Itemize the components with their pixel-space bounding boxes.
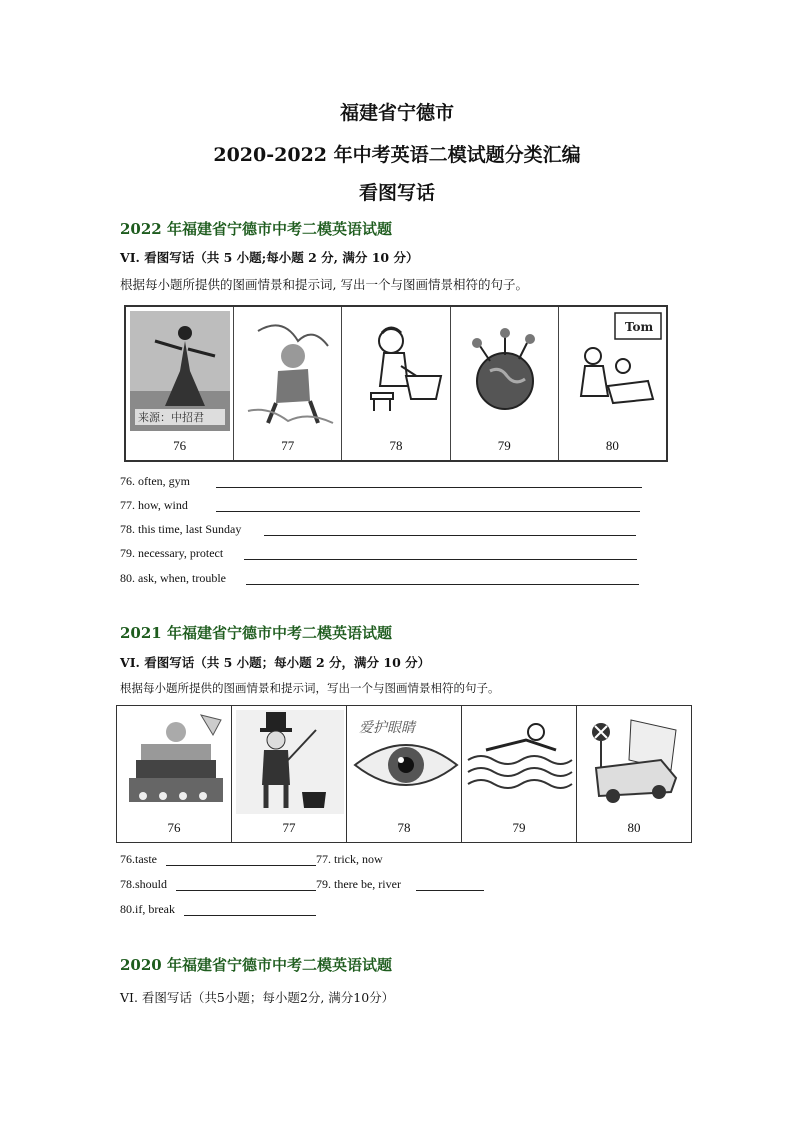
panel-number: 78 — [389, 438, 403, 453]
dancer-illustration — [130, 311, 230, 431]
swimmer-illustration — [466, 710, 574, 814]
picture-panel-78 — [347, 706, 462, 842]
item-80-answer-line[interactable] — [246, 584, 639, 585]
picture-panel-79 — [451, 307, 559, 460]
birthday-cake-illustration — [121, 710, 229, 814]
section-2021-question: VI. 看图写话（共 5 小题；每小题 2 分，满分 10 分） — [120, 655, 431, 670]
picture-strip-2022 — [124, 305, 668, 462]
item-76-answer-line[interactable] — [216, 487, 642, 488]
item-79-answer-line[interactable] — [244, 559, 637, 560]
panel-number: 77 — [281, 438, 295, 453]
doc-title-main: 2020-2022 年中考英语二模试题分类汇编 — [213, 144, 581, 166]
section-2022-question: VI. 看图写话（共 5 小题;每小题 2 分, 满分 10 分） — [120, 250, 419, 265]
picture-panel-79 — [462, 706, 577, 842]
picture-panel-76 — [126, 307, 234, 460]
item-80-prompt: 80. ask, when, trouble — [120, 571, 226, 585]
section-2021-heading: 2021 年福建省宁德市中考二模英语试题 — [120, 624, 392, 642]
panel-number: 79 — [512, 820, 526, 835]
tom-label: Tom — [624, 320, 654, 334]
panel-number: 78 — [397, 820, 411, 835]
item-76-prompt: 76. often, gym — [120, 474, 190, 488]
item-76-prompt: 76.taste — [120, 852, 157, 866]
section-2022-heading: 2022 年福建省宁德市中考二模英语试题 — [120, 220, 392, 238]
watermark-text: 来源：中招君 — [138, 411, 204, 424]
panel-number: 80 — [627, 820, 641, 835]
windy-person-illustration — [238, 311, 338, 431]
section-2020-question: VI. 看图写话（共5小题；每小题2分, 满分10分） — [120, 990, 395, 1005]
traffic-violation-illustration — [581, 710, 689, 814]
item-78-answer-line[interactable] — [176, 890, 316, 891]
item-80-prompt: 80.if, break — [120, 902, 175, 916]
panel-number: 76 — [173, 438, 187, 453]
eye-illustration — [351, 710, 459, 814]
section-2022-instruction: 根据每小题所提供的图画情景和提示词, 写出一个与图画情景相符的句子。 — [120, 277, 528, 292]
picture-panel-80 — [559, 307, 666, 460]
picture-panel-77 — [234, 307, 342, 460]
picture-panel-80 — [577, 706, 691, 842]
panel-number: 80 — [605, 438, 619, 453]
girl-washing-illustration — [346, 311, 446, 431]
item-79-prompt: 79. necessary, protect — [120, 546, 224, 560]
tom-asking-illustration — [563, 311, 663, 431]
item-78-prompt: 78.should — [120, 877, 168, 891]
section-2020-heading: 2020 年福建省宁德市中考二模英语试题 — [120, 956, 392, 974]
picture-strip-2021 — [116, 705, 692, 843]
doc-title-topic: 看图写话 — [358, 182, 435, 204]
section-2021-instruction: 根据每小题所提供的图画情景和提示词，写出一个与图画情景相符的句子。 — [120, 681, 500, 695]
doc-title-city: 福建省宁德市 — [339, 102, 454, 124]
panel-number: 76 — [167, 820, 181, 835]
item-77-prompt: 77. trick, now — [316, 852, 383, 866]
item-79-answer-line[interactable] — [416, 890, 484, 891]
item-76-answer-line[interactable] — [166, 865, 316, 866]
panel-number: 77 — [282, 820, 296, 835]
earth-illustration — [455, 311, 555, 431]
item-77-answer-line[interactable] — [216, 511, 640, 512]
item-77-prompt: 77. how, wind — [120, 498, 188, 512]
item-78-prompt: 78. this time, last Sunday — [120, 522, 242, 536]
item-78-answer-line[interactable] — [264, 535, 636, 536]
panel-number: 79 — [497, 438, 511, 453]
eye-caption: 爱护眼睛 — [359, 720, 415, 736]
magician-illustration — [236, 710, 344, 814]
picture-panel-78 — [342, 307, 450, 460]
picture-panel-76 — [117, 706, 232, 842]
item-80-answer-line[interactable] — [184, 915, 316, 916]
picture-panel-77 — [232, 706, 347, 842]
item-79-prompt: 79. there be, river — [316, 877, 401, 891]
